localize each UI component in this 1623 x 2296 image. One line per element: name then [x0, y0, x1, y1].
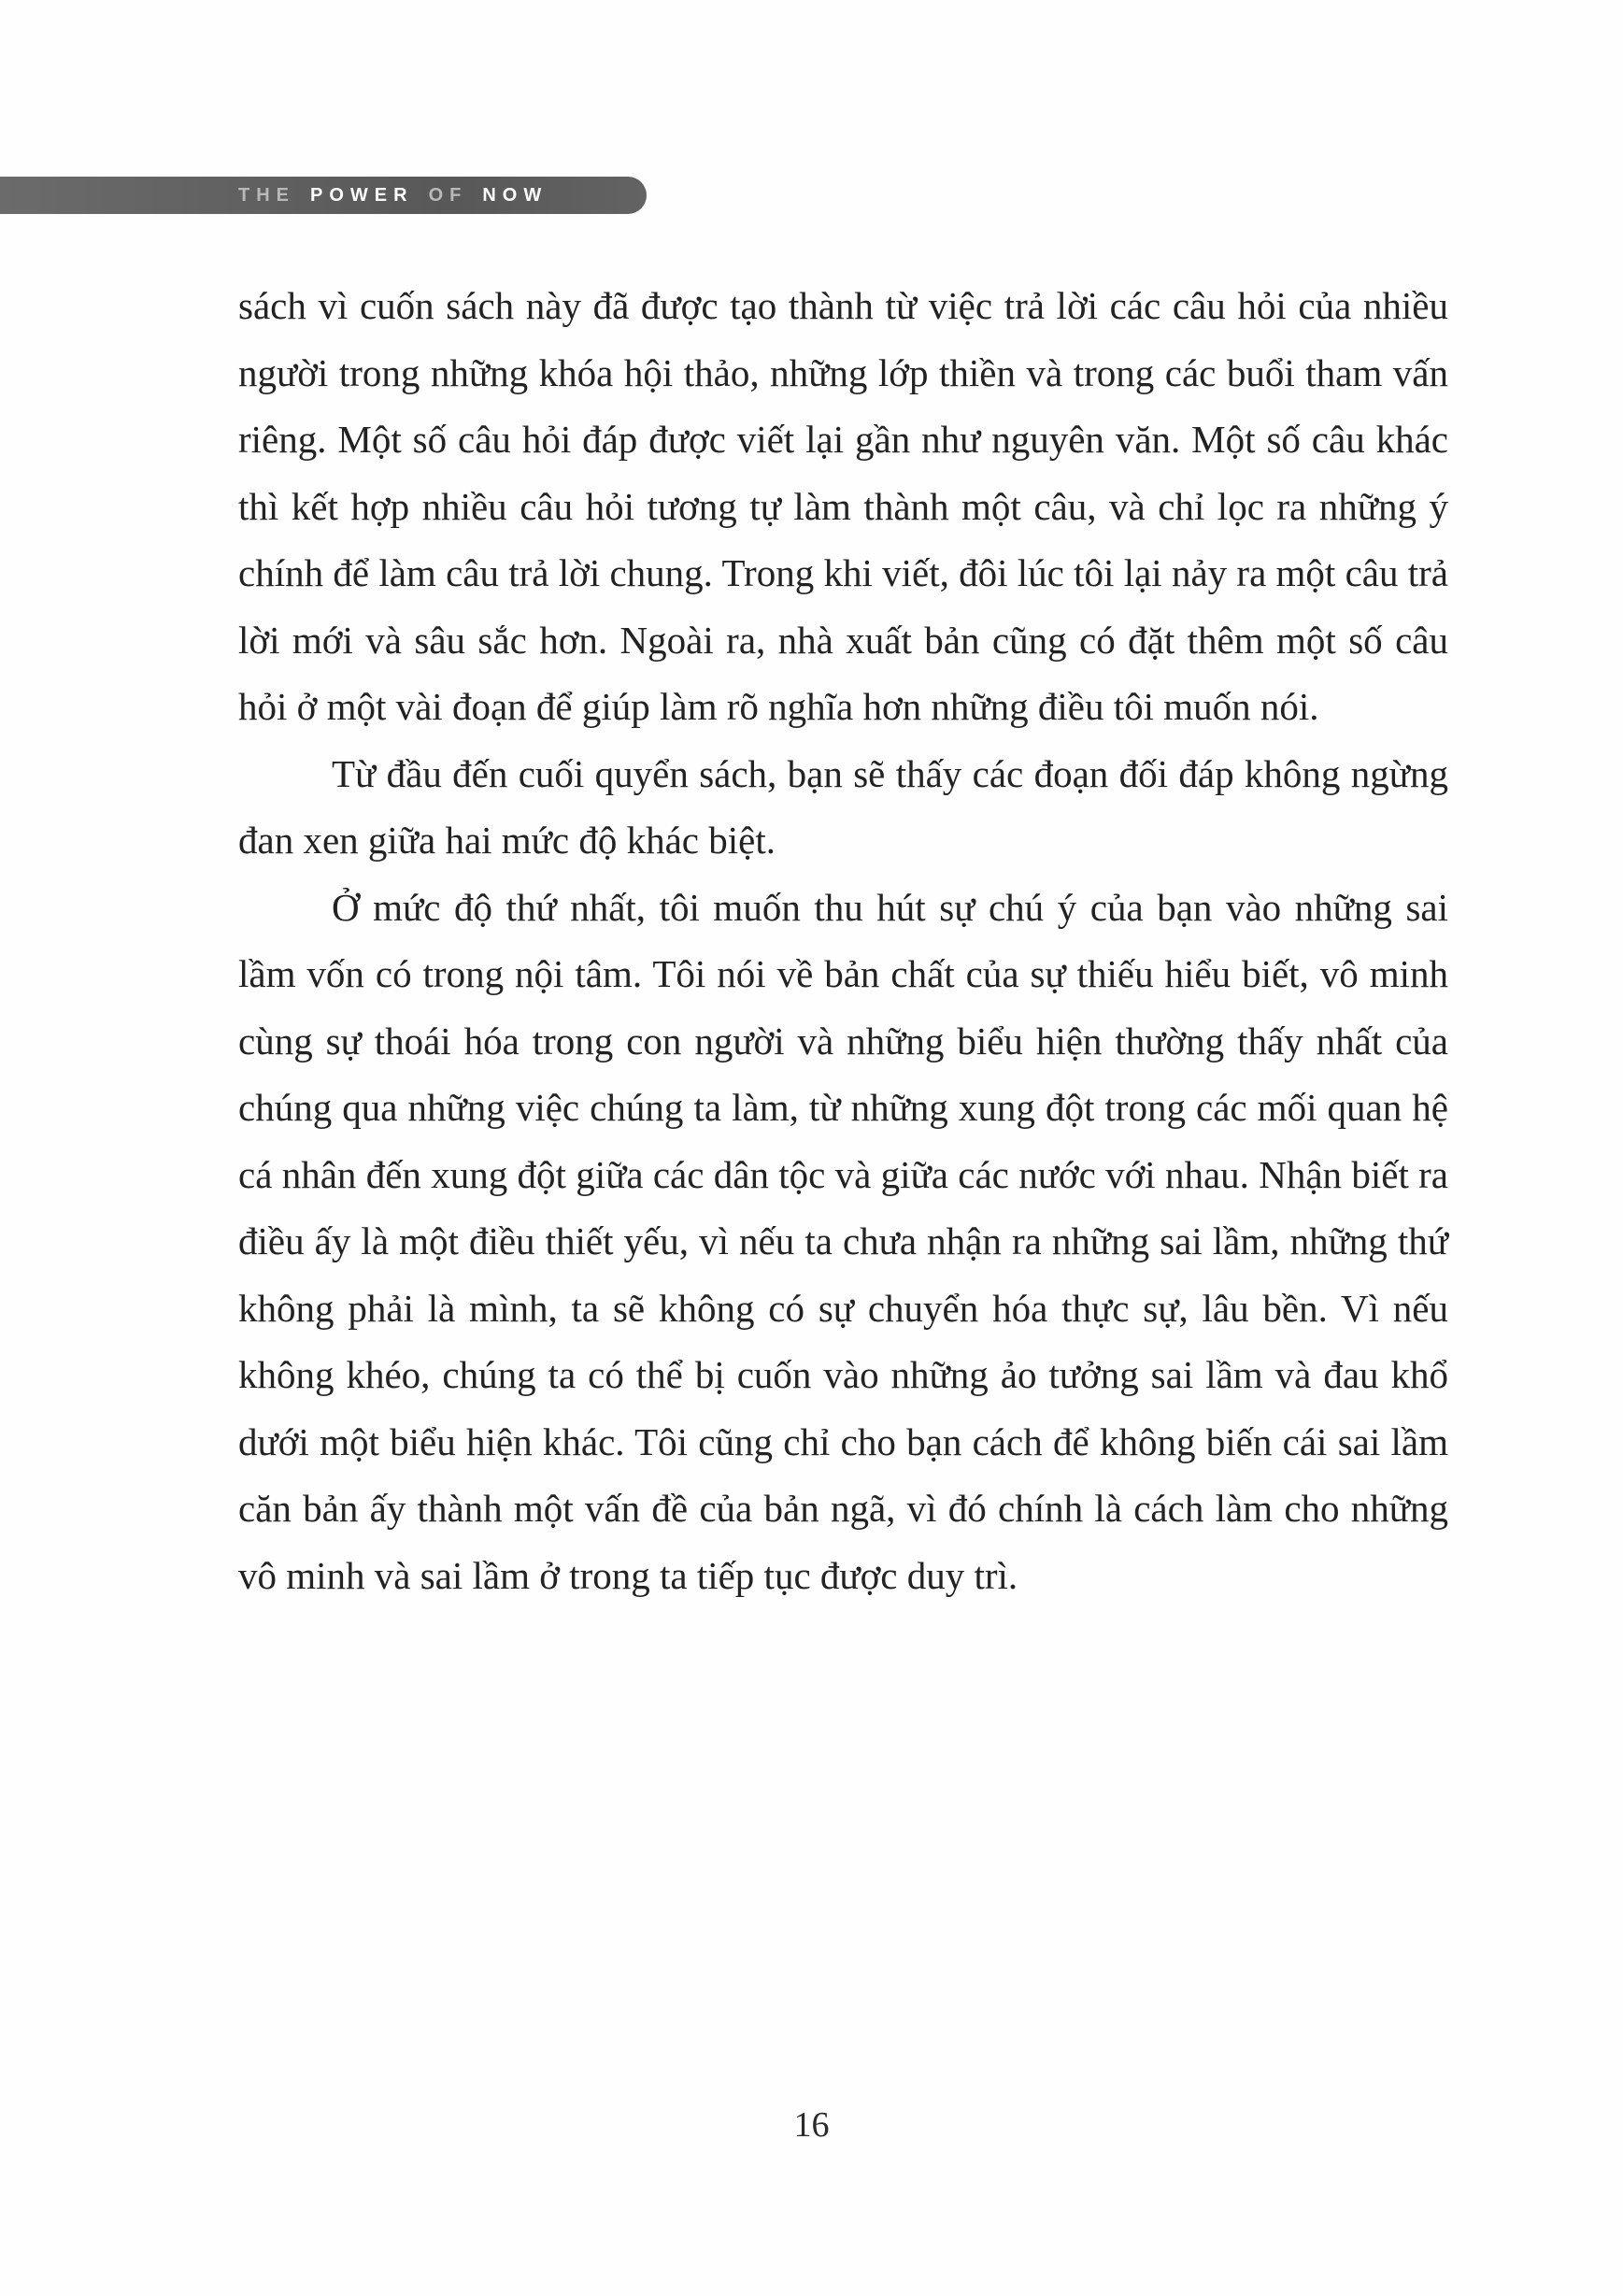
body-paragraph: Từ đầu đến cuối quyển sách, bạn sẽ thấy các đoạn đối đáp không ngừng đan xen giữa hai mức độ khác biệt. [238, 751, 1448, 862]
body-paragraph: Ở mức độ thứ nhất, tôi muốn thu hút sự chú ý của bạn vào những sai lầm vốn có trong nội tâm. Tôi nói về bản chất của sự thiếu hiểu biết, vô minh cùng sự thoái hóa trong con người và những biểu hiện thường thấy nhất của chúng qua những việc chúng ta làm, từ những xung đột trong các mối quan hệ cá nhân đến xung đột giữa các dân tộc và giữa các nước với nhau. Nhận biết ra điều ấy là một điều thiết yếu, vì nếu ta chưa nhận ra những sai lầm, những thứ không phải là mình, ta sẽ không có sự chuyển hóa thực sự, lâu bền. Vì nếu không khéo, chúng ta có thể bị cuốn vào những ảo tưởng sai lầm và đau khổ dưới một biểu hiện khác. Tôi cũng chỉ cho bạn cách để không biến cái sai lầm căn bản ấy thành một vấn đề của bản ngã, vì đó chính là cách làm cho những vô minh và sai lầm ở trong ta tiếp tục được duy trì. [238, 885, 1448, 1597]
body-paragraph: sách vì cuốn sách này đã được tạo thành từ việc trả lời các câu hỏi của nhiều người trong những khóa hội thảo, những lớp thiền và trong các buổi tham vấn riêng. Một số câu hỏi đáp được viết lại gần như nguyên văn. Một số câu khác thì kết hợp nhiều câu hỏi tương tự làm thành một câu, và chỉ lọc ra những ý chính để làm câu trả lời chung. Trong khi viết, đôi lúc tôi lại nảy ra một câu trả lời mới và sâu sắc hơn. Ngoài ra, nhà xuất bản cũng có đặt thêm một số câu hỏi ở một vài đoạn để giúp làm rõ nghĩa hơn những điều tôi muốn nói. [238, 284, 1448, 728]
page-number: 16 [793, 2105, 830, 2145]
book-title-word-power: POWER [310, 184, 414, 206]
body-text-block [238, 273, 1448, 1609]
book-title-word-now: NOW [482, 184, 548, 206]
chapter-header-bar [0, 177, 647, 214]
book-title-word-the: THE [238, 184, 295, 206]
book-title-word-of: OF [428, 184, 468, 206]
book-title [238, 185, 562, 207]
